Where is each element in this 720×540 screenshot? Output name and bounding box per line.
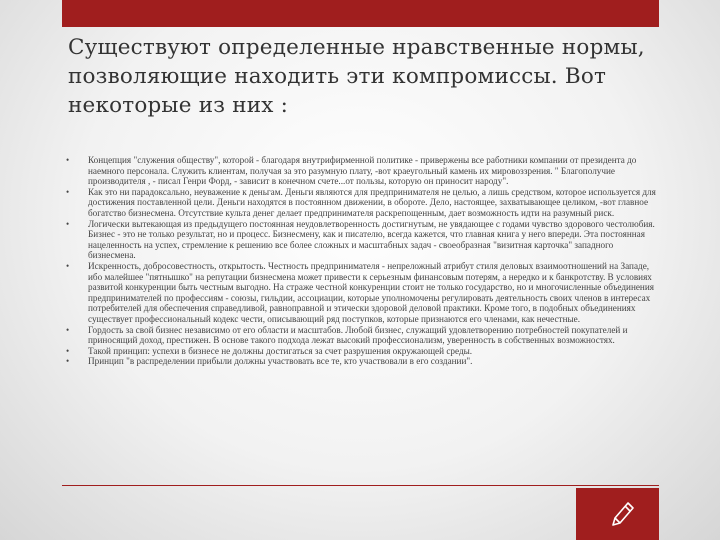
bullet-text: Принцип "в распределении прибыли должны участвовать все те, кто участвовали в его создании". <box>88 356 473 367</box>
list-item <box>66 346 662 357</box>
bullet-text: Концепция "служения обществу", которой - благодаря внутрифирменной политике - привержены все работники компании от президента до наемного персонала. Служить клиентам, получая за это разумную плату, -вот краеугольный камень их мировоззрения. " Благополучие производителя , - писал Генри Форд, - зависит в конечном счете...от пользы, которую он приносит народу". <box>88 155 637 187</box>
bottom-divider <box>62 485 659 486</box>
slide-title: Существуют определенные нравственные нормы, позволяющие находить эти компромиссы. Вот некоторые из них : <box>68 35 645 118</box>
bullet-text: Такой принцип: успехи в бизнесе не должны достигаться за счет разрушения окружающей среды. <box>88 345 473 356</box>
bullet-icon: • <box>66 345 70 356</box>
top-accent-bar <box>62 0 659 27</box>
bullet-icon: • <box>66 186 70 197</box>
bullet-text: Гордость за свой бизнес независимо от его области и масштабов. Любой бизнес, служащий удовлетворению потребностей покупателей и приносящий доход, престижен. В основе такого подхода лежат высокий профессионализм, уверенность в собственных возможностях. <box>88 324 628 346</box>
list-item <box>66 325 662 346</box>
bullet-text: Как это ни парадоксально, неуважение к деньгам. Деньги являются для предпринимателя не целью, а лишь средством, которое используется для достижения поставленной цели. Деньги находятся в постоянном движении, в обороте. Дело, настоящее, захватывающее целиком, -вот главное богатство бизнесмена. Отсутствие культа денег делает предпринимателя раскрепощенным, дает возможность идти на разумный риск. <box>88 186 656 218</box>
list-item <box>66 261 662 325</box>
list-item <box>66 155 662 187</box>
bullet-icon: • <box>66 218 70 229</box>
list-item <box>66 219 662 261</box>
bullet-icon: • <box>66 324 70 335</box>
pencil-icon[interactable] <box>606 498 636 528</box>
list-item <box>66 356 662 367</box>
bullet-text: Искренность, добросовестность, открытость. Честность предпринимателя - непреложный атрибут стиля деловых взаимоотношений на Западе, ибо малейшее "пятнышко" на репутации бизнесмена может привести к серьезным финансовым потерям, а нередко и к банкротству. В условиях развитой конкуренции быть честным выгодно. На страже честной конкуренции стоит не только государство, но и многочисленные объединения предпринимателей по профессиям - союзы, гильдии, ассоциации, которые уполномочены регулировать деятельность своих членов в интересах потребителей для обеспечения справедливой, равноправной и этически здоровой деловой практики. Кроме того, в подобных объединениях существует профессиональный кодекс чести, описывающий ряд поступков, которые признаются его членами, как нечестные. <box>88 260 654 324</box>
bullet-icon: • <box>66 356 70 367</box>
bullet-text: Логически вытекающая из предыдущего постоянная неудовлетворенность достигнутым, не увядающее с годами чувство здорового честолюбия. Бизнес - это не только результат, но и процесс. Бизнесмену, как и писателю, всегда кажется, что главная книга у него впереди. Эта постоянная нацеленность на успех, стремление к решению все более сложных и масштабных задач - своеобразная "визитная карточка" западного бизнесмена. <box>88 218 655 261</box>
bullet-list <box>66 155 662 367</box>
bullet-icon: • <box>66 155 70 165</box>
bullet-icon: • <box>66 260 70 271</box>
list-item <box>66 187 662 219</box>
